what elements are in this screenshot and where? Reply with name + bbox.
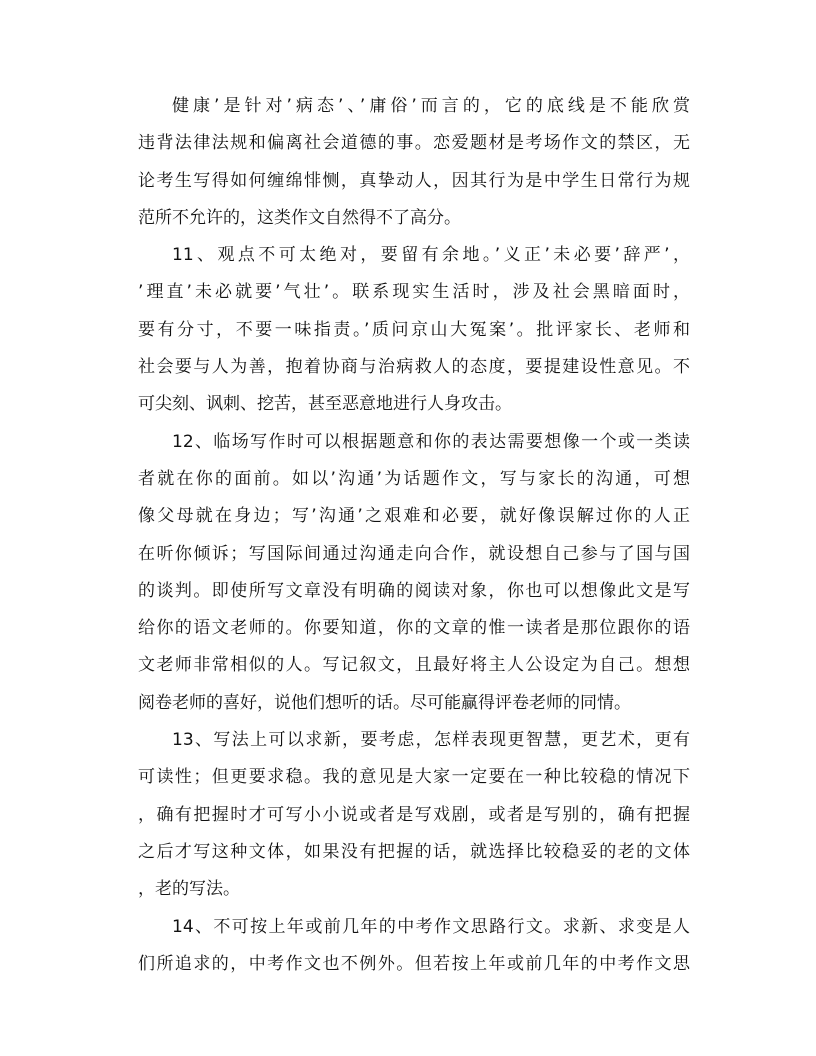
- text-line: 14、不可按上年或前几年的中考作文思路行文。求新、求变是人: [172, 916, 690, 937]
- text-line: 论考生写得如何缠绵悱恻，真挚动人，因其行为是中学生日常行为规: [138, 170, 690, 191]
- document-body: [138, 88, 690, 983]
- text-line: 11、观点不可太绝对，要留有余地。’义正’未必要’辞严’，: [172, 245, 690, 266]
- text-line: ’理直’未必就要’气壮’。联系现实生活时，涉及社会黑暗面时，: [138, 282, 690, 303]
- text-line: 的谈判。即使所写文章没有明确的阅读对象，你也可以想像此文是写: [138, 580, 690, 601]
- text-line: 可尖刻、讽刺、挖苦，甚至恶意地进行人身攻击。: [138, 394, 512, 415]
- text-line: ，老的写法。: [138, 879, 240, 900]
- text-line: 13、写法上可以求新，要考虑，怎样表现更智慧，更艺术，更有: [172, 730, 690, 751]
- text-line: 像父母就在身边；写’沟通’之艰难和必要，就好像误解过你的人正: [138, 506, 690, 527]
- text-line: 们所追求的，中考作文也不例外。但若按上年或前几年的中考作文思: [138, 953, 690, 974]
- text-line: 社会要与人为善，抱着协商与治病救人的态度，要提建设性意见。不: [138, 357, 690, 378]
- text-line: 12、临场写作时可以根据题意和你的表达需要想像一个或一类读: [172, 431, 690, 452]
- text-line: 范所不允许的，这类作文自然得不了高分。: [138, 207, 461, 228]
- text-line: 在听你倾诉；写国际间通过沟通走向合作，就设想自己参与了国与国: [138, 543, 690, 564]
- text-line: 之后才写这种文体，如果没有把握的话，就选择比较稳妥的老的文体: [138, 841, 690, 862]
- text-line: 违背法律法规和偏离社会道德的事。恋爱题材是考场作文的禁区，无: [138, 133, 690, 154]
- text-line: 可读性；但更要求稳。我的意见是大家一定要在一种比较稳的情况下: [138, 767, 690, 788]
- text-line: 健康’是针对’病态’、’庸俗’而言的，它的底线是不能欣赏: [172, 96, 690, 116]
- text-line: 阅卷老师的喜好，说他们想听的话。尽可能赢得评卷老师的同情。: [138, 692, 631, 713]
- text-line: ，确有把握时才可写小小说或者是写戏剧，或者是写别的，确有把握: [138, 804, 690, 825]
- text-line: 文老师非常相似的人。写记叙文，且最好将主人公设定为自己。想想: [138, 655, 690, 676]
- text-line: 者就在你的面前。如以’沟通’为话题作文，写与家长的沟通，可想: [138, 468, 690, 489]
- text-line: 要有分寸，不要一味指责。’质问京山大冤案’。批评家长、老师和: [138, 319, 690, 340]
- text-line: 给你的语文老师的。你要知道，你的文章的惟一读者是那位跟你的语: [138, 618, 690, 639]
